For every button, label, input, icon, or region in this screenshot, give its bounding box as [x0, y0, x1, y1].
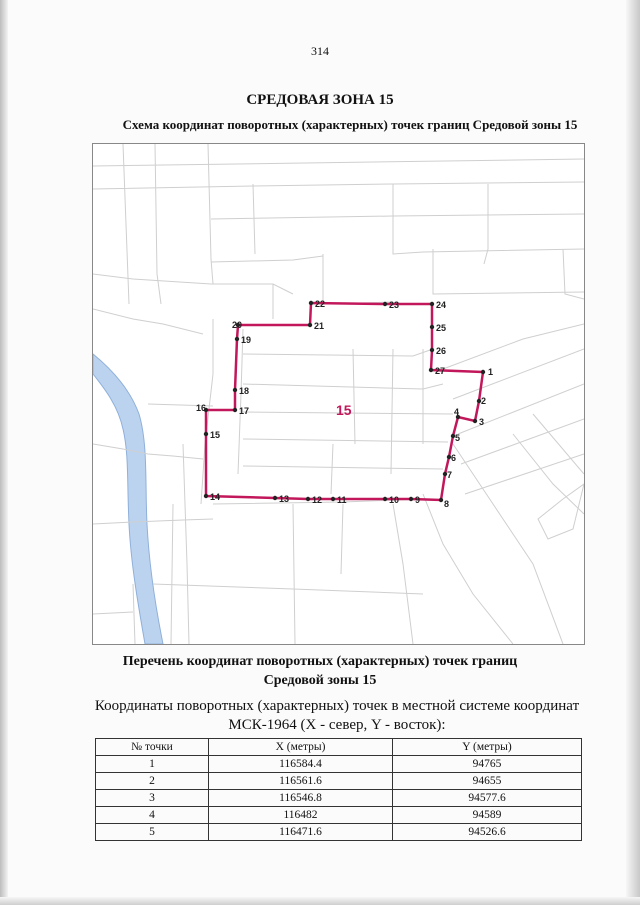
- boundary-vertex-15: [204, 432, 208, 436]
- zone-map: [92, 143, 585, 645]
- cell-x: 116546.8: [209, 790, 393, 807]
- point-label-16: 16: [196, 403, 207, 413]
- point-label-5: 5: [455, 433, 461, 443]
- boundary-vertex-9: [409, 497, 413, 501]
- list-title-line2: Средовой зоны 15: [263, 673, 377, 688]
- point-label-14: 14: [210, 492, 221, 502]
- page-number: 314: [311, 44, 329, 58]
- point-label-24: 24: [436, 300, 447, 310]
- point-label-12: 12: [312, 495, 323, 505]
- table-row: [96, 790, 582, 807]
- cell-x: 116471.6: [209, 824, 393, 841]
- cell-y: 94765: [393, 756, 582, 773]
- cell-point: 3: [96, 790, 209, 807]
- parcel-lines: [93, 144, 584, 644]
- coordinates-table: [95, 738, 582, 841]
- river: [93, 354, 163, 644]
- table-row: [96, 756, 582, 773]
- cell-x: 116584.4: [209, 756, 393, 773]
- page-title: СРЕДОВАЯ ЗОНА 15: [246, 92, 394, 108]
- point-label-9: 9: [415, 495, 421, 505]
- table-header-row: [96, 739, 582, 756]
- cell-x: 116561.6: [209, 773, 393, 790]
- cell-y: 94526.6: [393, 824, 582, 841]
- col-y: Y (метры): [393, 739, 582, 756]
- cell-point: 2: [96, 773, 209, 790]
- col-x: X (метры): [209, 739, 393, 756]
- point-label-17: 17: [239, 406, 250, 416]
- point-label-21: 21: [314, 321, 325, 331]
- boundary-vertex-13: [273, 496, 277, 500]
- boundary-vertex-18: [233, 388, 237, 392]
- point-label-27: 27: [435, 366, 446, 376]
- table-row: [96, 824, 582, 841]
- col-point-number: № точки: [96, 739, 209, 756]
- zone-map-svg: [93, 144, 584, 644]
- boundary-vertex-26: [430, 348, 434, 352]
- cell-point: 5: [96, 824, 209, 841]
- boundary-vertex-14: [204, 494, 208, 498]
- coordinate-system-note: [92, 697, 582, 735]
- boundary-vertex-3: [473, 419, 477, 423]
- table-row: [96, 773, 582, 790]
- cell-y: 94577.6: [393, 790, 582, 807]
- cell-point: 1: [96, 756, 209, 773]
- point-label-20: 20: [232, 320, 243, 330]
- point-label-8: 8: [444, 499, 450, 509]
- point-label-26: 26: [436, 346, 447, 356]
- boundary-vertex-27: [429, 368, 433, 372]
- boundary-vertex-19: [235, 337, 239, 341]
- point-label-19: 19: [241, 335, 252, 345]
- cell-y: 94589: [393, 807, 582, 824]
- cell-point: 4: [96, 807, 209, 824]
- boundary-vertex-24: [430, 302, 434, 306]
- list-title-line1: Перечень координат поворотных (характерных) точек границ: [122, 654, 518, 669]
- point-label-3: 3: [479, 417, 485, 427]
- boundary-vertex-11: [331, 497, 335, 501]
- table-row: [96, 807, 582, 824]
- boundary-vertex-25: [430, 325, 434, 329]
- boundary-vertex-22: [309, 301, 313, 305]
- boundary-vertex-23: [383, 302, 387, 306]
- scan-edge-left: [0, 0, 8, 905]
- point-label-13: 13: [279, 494, 290, 504]
- map-caption: Схема координат поворотных (характерных) точек границ Средовой зоны 15: [122, 117, 578, 132]
- boundary-vertex-12: [306, 497, 310, 501]
- coord-note-line1: Координаты поворотных (характерных) точек в местной системе координат: [94, 698, 580, 714]
- scan-edge-bottom: [0, 897, 640, 905]
- point-label-6: 6: [451, 453, 457, 463]
- boundary-vertex-21: [308, 323, 312, 327]
- boundary-vertex-8: [439, 498, 443, 502]
- point-label-4: 4: [454, 407, 460, 417]
- point-label-7: 7: [447, 470, 453, 480]
- zone-number-label: 15: [336, 402, 352, 418]
- point-label-15: 15: [210, 430, 221, 440]
- boundary-vertex-17: [233, 408, 237, 412]
- point-label-2: 2: [481, 396, 487, 406]
- coord-note-line2: МСК-1964 (X - север, Y - восток):: [228, 717, 446, 733]
- point-label-18: 18: [239, 386, 250, 396]
- list-title: [0, 652, 640, 690]
- point-label-23: 23: [389, 300, 400, 310]
- cell-y: 94655: [393, 773, 582, 790]
- point-label-1: 1: [488, 367, 494, 377]
- point-label-22: 22: [315, 299, 326, 309]
- point-label-10: 10: [389, 495, 400, 505]
- point-label-25: 25: [436, 323, 447, 333]
- cell-x: 116482: [209, 807, 393, 824]
- boundary-vertex-1: [481, 370, 485, 374]
- point-label-11: 11: [337, 495, 347, 505]
- scan-edge-right: [626, 0, 640, 905]
- boundary-vertex-10: [383, 497, 387, 501]
